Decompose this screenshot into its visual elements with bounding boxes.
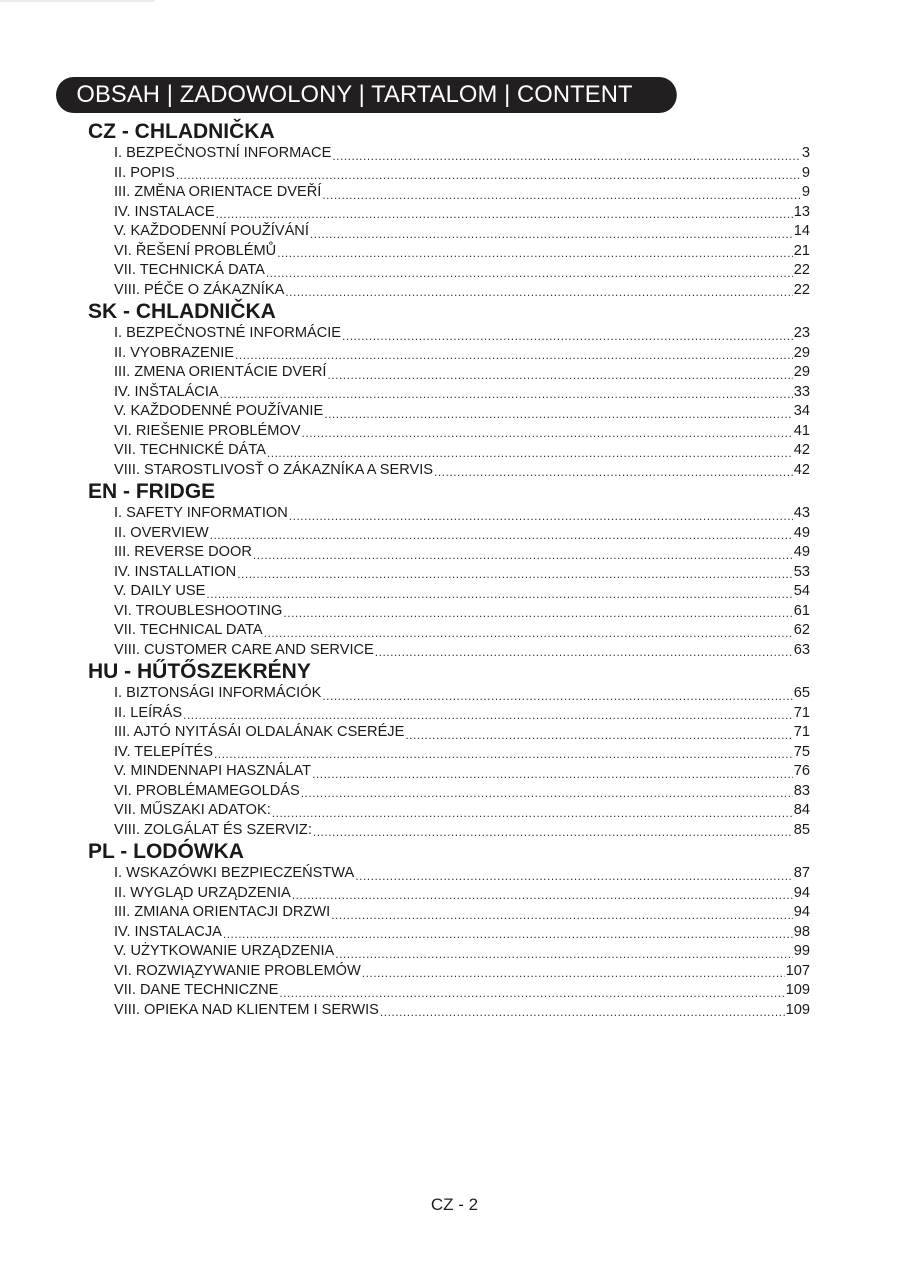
dot-leader — [223, 923, 793, 943]
toc-entry[interactable] — [114, 363, 810, 383]
toc-section-sk — [88, 300, 810, 480]
entry-page: 43 — [793, 505, 810, 521]
entry-page: 76 — [793, 763, 810, 779]
toc-entry[interactable] — [114, 981, 810, 1001]
dot-leader — [266, 261, 793, 281]
dot-leader — [210, 524, 793, 544]
contents-banner: OBSAH | ZADOWOLONY | TARTALOM | CONTENT — [56, 77, 677, 113]
entry-page: 22 — [793, 262, 810, 278]
dot-leader — [324, 402, 793, 422]
dot-leader — [331, 903, 793, 923]
entry-label: V. KAŽDODENNÍ POUŽÍVÁNÍ — [114, 223, 309, 239]
toc-entry[interactable] — [114, 782, 810, 802]
dot-leader — [362, 962, 785, 982]
dot-leader — [283, 602, 792, 622]
entry-label: VII. TECHNICKÉ DÁTA — [114, 442, 266, 458]
entry-page: 107 — [785, 962, 810, 979]
entry-label: I. BEZPEČNOSTNÉ INFORMÁCIE — [114, 325, 342, 341]
entry-label: I. WSKAZÓWKI BEZPIECZEŃSTWA — [114, 865, 355, 881]
dot-leader — [375, 641, 793, 661]
toc-entry[interactable] — [114, 582, 810, 602]
dot-leader — [214, 743, 793, 763]
toc-entry[interactable] — [114, 563, 810, 583]
dot-leader — [434, 461, 793, 481]
entry-page: 33 — [793, 383, 810, 400]
section-title: EN - FRIDGE — [88, 480, 216, 503]
entry-page: 87 — [793, 865, 810, 881]
entry-label: II. POPIS — [114, 164, 175, 181]
entry-page: 41 — [793, 422, 810, 439]
entry-page: 99 — [793, 943, 810, 959]
entry-label: III. ZMENA ORIENTÁCIE DVERÍ — [114, 364, 327, 380]
entry-page: 42 — [793, 442, 810, 458]
entry-page: 71 — [793, 704, 810, 721]
entry-page: 21 — [793, 242, 810, 259]
entry-label: VII. TECHNICAL DATA — [114, 622, 263, 638]
toc-entry[interactable] — [114, 242, 810, 262]
toc-entry[interactable] — [114, 762, 810, 782]
section-title: CZ - CHLADNIČKA — [88, 120, 275, 143]
entry-page: 29 — [793, 364, 810, 380]
toc-section-cz — [88, 120, 810, 300]
section-title: SK - CHLADNIČKA — [88, 300, 276, 323]
entry-label: VII. MŰSZAKI ADATOK: — [114, 802, 271, 818]
entry-label: II. VYOBRAZENIE — [114, 344, 235, 361]
entry-page: 9 — [801, 164, 810, 181]
dot-leader — [292, 884, 793, 904]
entry-label: V. UŻYTKOWANIE URZĄDZENIA — [114, 943, 335, 959]
dot-leader — [310, 222, 793, 242]
entry-label: VIII. PÉČE O ZÁKAZNÍKA — [114, 281, 285, 298]
dot-leader — [355, 864, 792, 884]
entry-label: V. KAŽDODENNÉ POUŽÍVANIE — [114, 403, 324, 419]
toc-entry[interactable] — [114, 1001, 810, 1021]
dot-leader — [405, 723, 792, 743]
entry-page: 34 — [793, 403, 810, 419]
dot-leader — [335, 942, 792, 962]
dot-leader — [277, 242, 793, 262]
dot-leader — [176, 164, 801, 184]
entry-label: V. DAILY USE — [114, 583, 206, 599]
entry-page: 54 — [793, 583, 810, 599]
toc-entry[interactable] — [114, 723, 810, 743]
entry-label: III. AJTÓ NYITÁSÁI OLDALÁNAK CSERÉJE — [114, 724, 405, 740]
entry-label: IV. TELEPÍTÉS — [114, 743, 213, 760]
dot-leader — [183, 704, 793, 724]
toc-entry[interactable] — [114, 344, 810, 364]
dot-leader — [322, 684, 792, 704]
toc-section-en — [88, 480, 810, 660]
toc-entry[interactable] — [114, 543, 810, 563]
entry-label: V. MINDENNAPI HASZNÁLAT — [114, 763, 312, 779]
entry-label: IV. INSTALACE — [114, 203, 215, 220]
toc-entry[interactable] — [114, 324, 810, 344]
entry-page: 84 — [793, 802, 810, 818]
entry-page: 22 — [793, 281, 810, 298]
entry-label: III. ZMĚNA ORIENTACE DVEŘÍ — [114, 184, 322, 200]
dot-leader — [264, 621, 793, 641]
entry-page: 94 — [793, 904, 810, 920]
dot-leader — [332, 144, 801, 164]
dot-leader — [302, 422, 793, 442]
toc-entry[interactable] — [114, 422, 810, 442]
toc-section-pl — [88, 840, 810, 1020]
entry-page: 29 — [793, 344, 810, 361]
table-of-contents — [88, 120, 810, 1020]
toc-entry[interactable] — [114, 183, 810, 203]
entry-label: VI. ROZWIĄZYWANIE PROBLEMÓW — [114, 962, 361, 979]
dot-leader — [237, 563, 793, 583]
toc-entry[interactable] — [114, 524, 810, 544]
dot-leader — [285, 281, 792, 301]
entry-label: II. LEÍRÁS — [114, 704, 183, 721]
entry-page: 53 — [793, 563, 810, 580]
toc-entry[interactable] — [114, 144, 810, 164]
toc-entry[interactable] — [114, 261, 810, 281]
dot-leader — [312, 762, 793, 782]
entry-label: IV. INSTALLATION — [114, 563, 237, 580]
toc-entry[interactable] — [114, 602, 810, 622]
entry-page: 49 — [793, 544, 810, 560]
toc-entry[interactable] — [114, 164, 810, 184]
entry-page: 9 — [801, 184, 810, 200]
dot-leader — [235, 344, 793, 364]
top-rule — [0, 0, 155, 2]
entry-label: III. ZMIANA ORIENTACJI DRZWI — [114, 904, 331, 920]
dot-leader — [267, 441, 793, 461]
toc-entry[interactable] — [114, 743, 810, 763]
toc-entry[interactable] — [114, 441, 810, 461]
toc-entry[interactable] — [114, 903, 810, 923]
toc-entry[interactable] — [114, 222, 810, 242]
entry-page: 63 — [793, 641, 810, 658]
toc-entry[interactable] — [114, 864, 810, 884]
dot-leader — [322, 183, 801, 203]
entry-label: VI. ŘEŠENÍ PROBLÉMŮ — [114, 242, 277, 259]
entry-page: 109 — [785, 1001, 810, 1018]
toc-entry[interactable] — [114, 923, 810, 943]
entry-page: 14 — [793, 223, 810, 239]
entry-label: VII. DANE TECHNICZNE — [114, 982, 279, 998]
entry-label: I. BEZPEČNOSTNÍ INFORMACE — [114, 145, 332, 161]
entry-page: 98 — [793, 923, 810, 940]
toc-entry[interactable] — [114, 402, 810, 422]
section-title: HU - HŰTŐSZEKRÉNY — [88, 660, 311, 683]
entry-page: 71 — [793, 724, 810, 740]
entry-page: 3 — [801, 145, 810, 161]
entry-label: VIII. OPIEKA NAD KLIENTEM I SERWIS — [114, 1001, 379, 1018]
dot-leader — [216, 203, 793, 223]
entry-page: 42 — [793, 461, 810, 478]
entry-page: 94 — [793, 884, 810, 901]
entry-page: 109 — [785, 982, 810, 998]
toc-section-hu — [88, 660, 810, 840]
entry-page: 75 — [793, 743, 810, 760]
toc-entry[interactable] — [114, 801, 810, 821]
dot-leader — [380, 1001, 785, 1021]
entry-label: VIII. ZOLGÁLAT ÉS SZERVIZ: — [114, 821, 312, 838]
toc-entry[interactable] — [114, 942, 810, 962]
entry-label: II. WYGLĄD URZĄDZENIA — [114, 884, 291, 901]
page-number: CZ - 2 — [430, 1195, 479, 1214]
toc-entry[interactable] — [114, 203, 810, 223]
dot-leader — [301, 782, 793, 802]
section-title: PL - LODÓWKA — [88, 840, 244, 863]
toc-entry[interactable] — [114, 281, 810, 301]
entry-label: VI. RIEŠENIE PROBLÉMOV — [114, 422, 301, 439]
entry-label: VI. TROUBLESHOOTING — [114, 602, 283, 619]
entry-page: 65 — [793, 685, 810, 701]
dot-leader — [289, 504, 793, 524]
entry-page: 62 — [793, 622, 810, 638]
entry-label: IV. INŠTALÁCIA — [114, 383, 219, 400]
dot-leader — [327, 363, 792, 383]
dot-leader — [206, 582, 792, 602]
entry-page: 61 — [793, 602, 810, 619]
dot-leader — [272, 801, 793, 821]
entry-page: 23 — [793, 325, 810, 341]
entry-page: 85 — [793, 821, 810, 838]
entry-label: VII. TECHNICKÁ DATA — [114, 262, 265, 278]
toc-entry[interactable] — [114, 461, 810, 481]
dot-leader — [279, 981, 784, 1001]
entry-label: VIII. STAROSTLIVOSŤ O ZÁKAZNÍKA A SERVIS — [114, 461, 433, 478]
entry-label: VIII. CUSTOMER CARE AND SERVICE — [114, 641, 374, 658]
toc-entry[interactable] — [114, 821, 810, 841]
toc-entry[interactable] — [114, 684, 810, 704]
entry-page: 83 — [793, 782, 810, 799]
entry-page: 13 — [793, 203, 810, 220]
toc-entry[interactable] — [114, 383, 810, 403]
dot-leader — [253, 543, 793, 563]
dot-leader — [313, 821, 793, 841]
entry-label: II. OVERVIEW — [114, 524, 209, 541]
toc-entry[interactable] — [114, 641, 810, 661]
dot-leader — [342, 324, 793, 344]
entry-page: 49 — [793, 524, 810, 541]
dot-leader — [220, 383, 793, 403]
entry-label: VI. PROBLÉMAMEGOLDÁS — [114, 782, 300, 799]
toc-entry[interactable] — [114, 504, 810, 524]
entry-label: I. SAFETY INFORMATION — [114, 505, 288, 521]
toc-entry[interactable] — [114, 621, 810, 641]
toc-entry[interactable] — [114, 704, 810, 724]
toc-entry[interactable] — [114, 962, 810, 982]
entry-label: I. BIZTONSÁGI INFORMÁCIÓK — [114, 685, 322, 701]
toc-entry[interactable] — [114, 884, 810, 904]
entry-label: IV. INSTALACJA — [114, 923, 222, 940]
entry-label: III. REVERSE DOOR — [114, 544, 252, 560]
